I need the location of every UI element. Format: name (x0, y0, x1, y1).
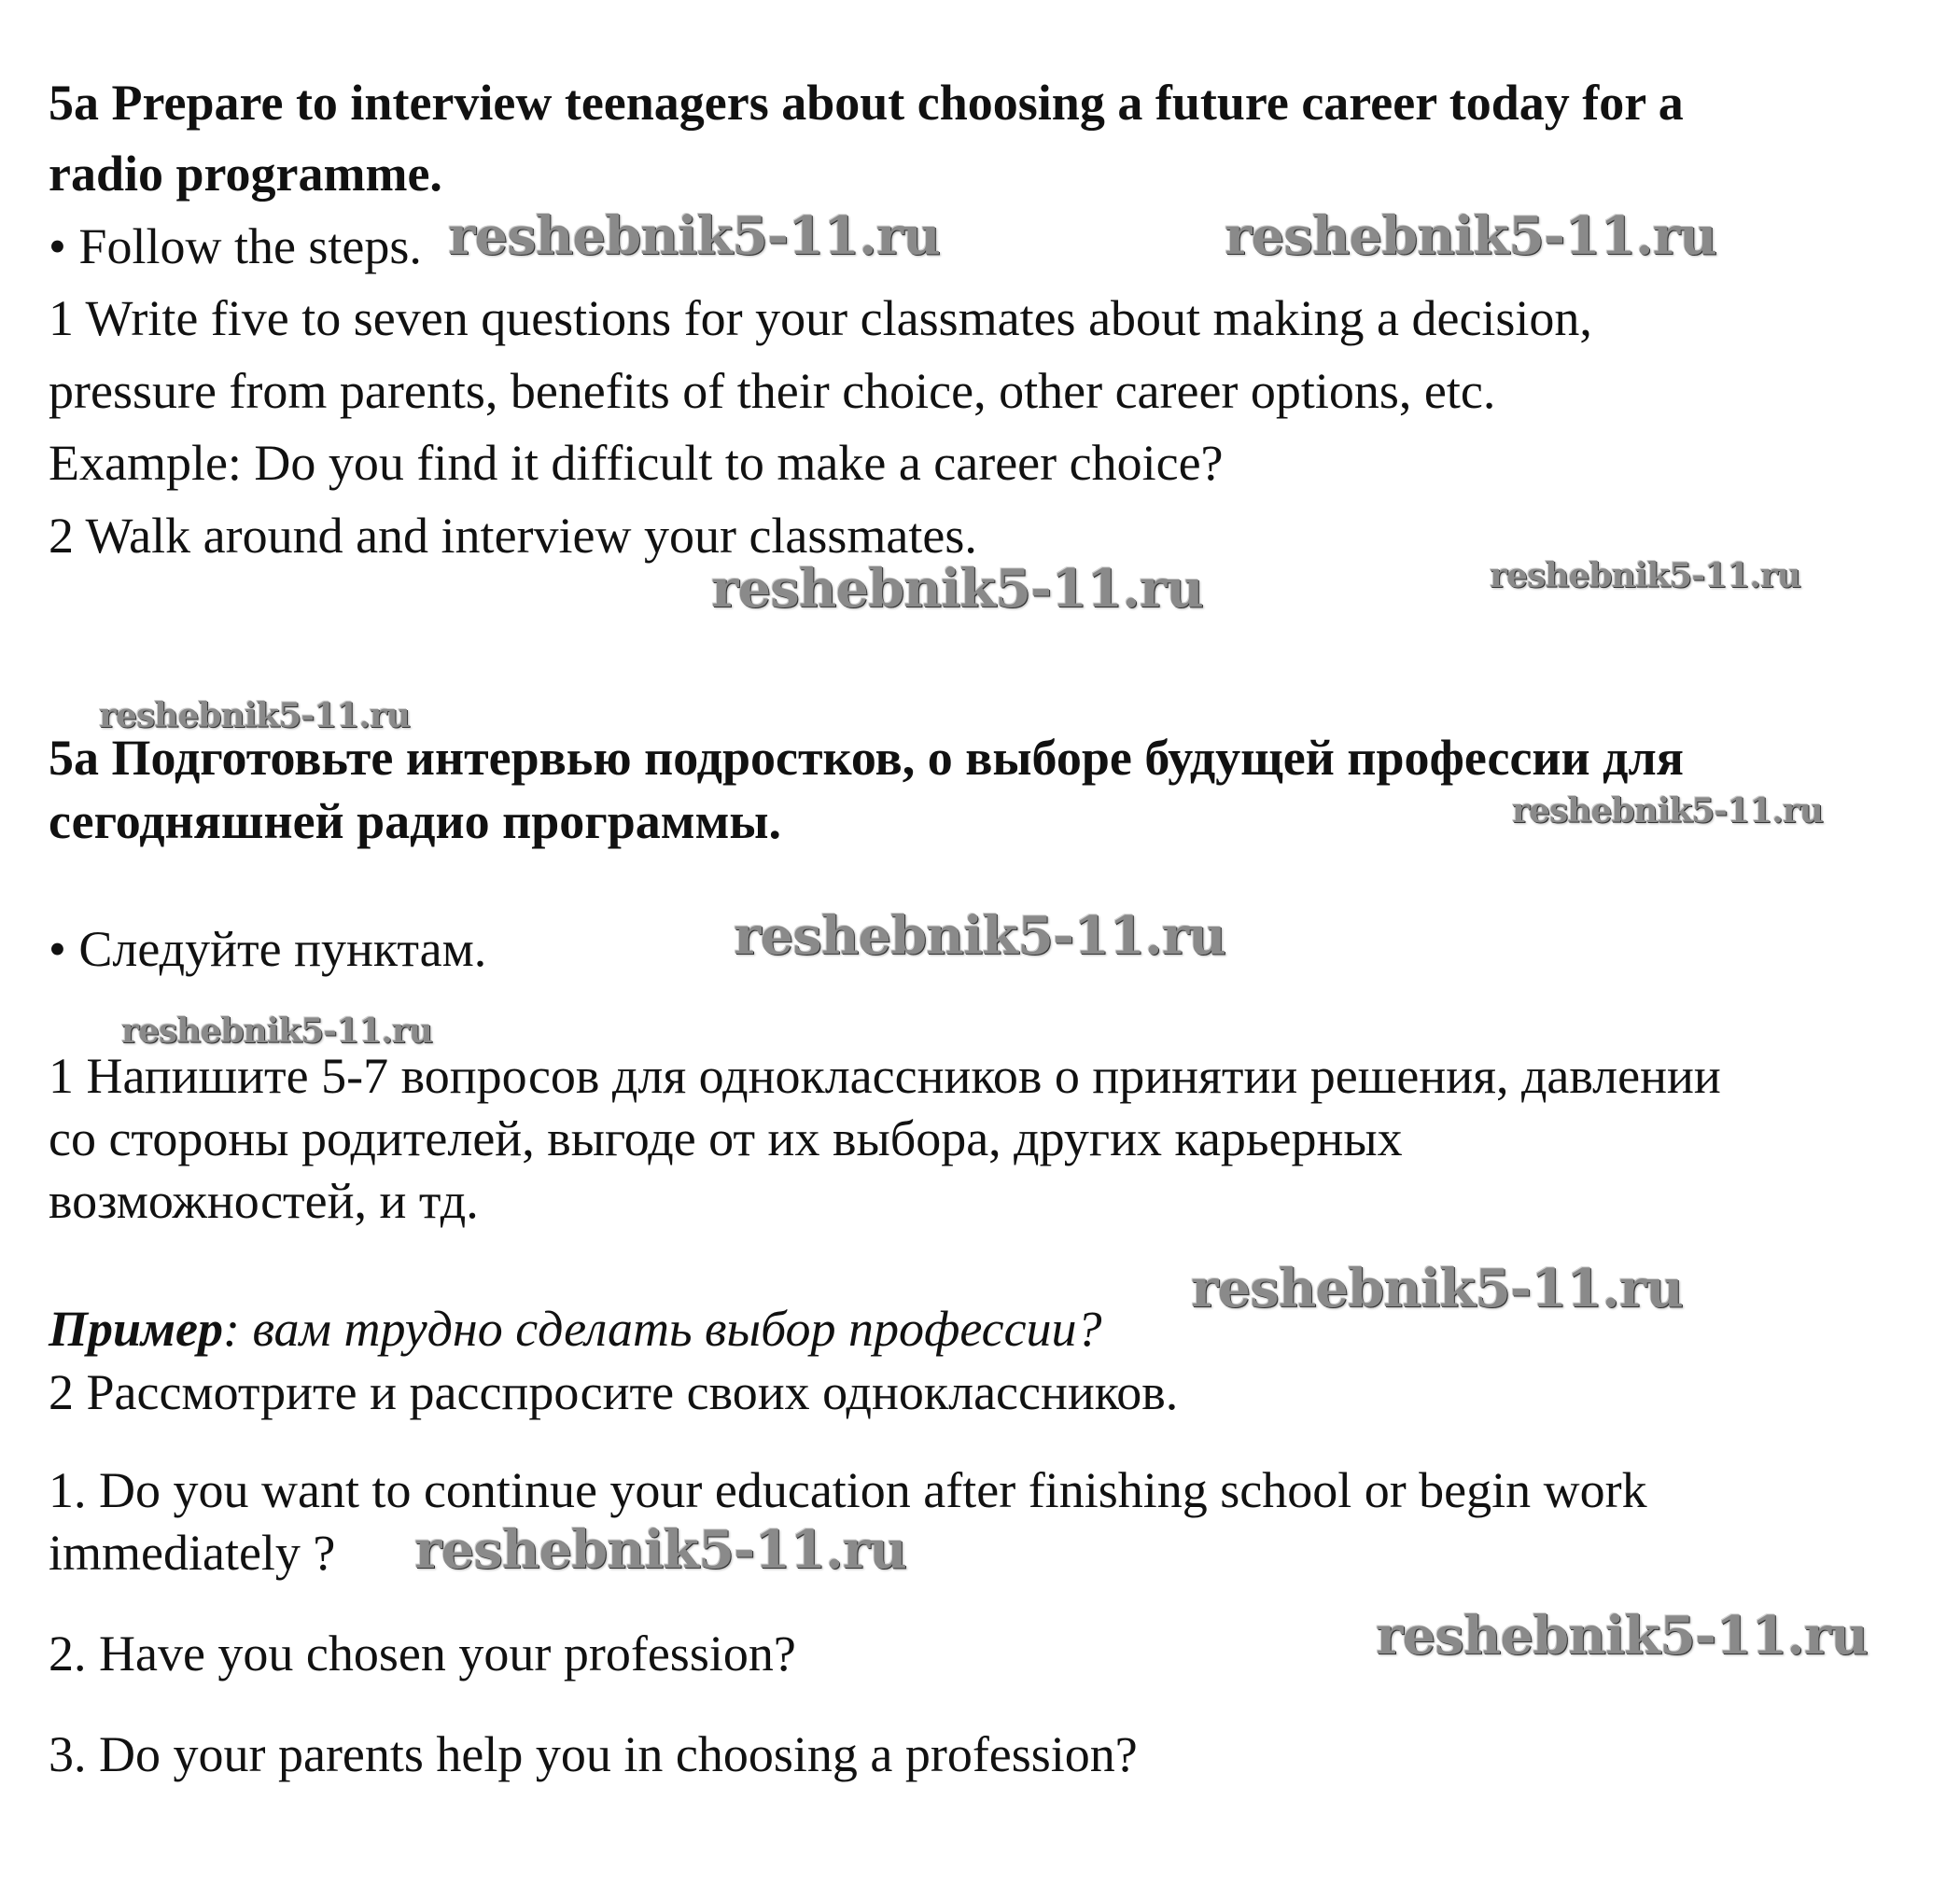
watermark: reshebnik5-11.ru (734, 905, 1225, 967)
english-step2: 2 Walk around and interview your classmates. (49, 508, 977, 564)
english-bullet: • Follow the steps. (49, 218, 422, 274)
english-heading-line-1: 5a Prepare to interview teenagers about choosing a future career today for a (49, 75, 1684, 131)
english-heading-line-2: radio programme. (49, 146, 442, 202)
watermark: reshebnik5-11.ru (448, 205, 940, 267)
watermark: reshebnik5-11.ru (711, 558, 1203, 620)
english-example: Example: Do you find it difficult to make a career choice? (49, 435, 1224, 491)
russian-heading-line-2: сегодняшней радио программы. (49, 793, 782, 849)
answer-2: 2. Have you chosen your profession? (49, 1626, 796, 1682)
english-step1-line-1: 1 Write five to seven questions for your classmates about making a decision, (49, 290, 1592, 346)
answer-1-line-1: 1. Do you want to continue your education after finishing school or begin work (49, 1462, 1647, 1518)
russian-heading-line-1: 5a Подготовьте интервью подростков, о выборе будущей профессии для (49, 730, 1684, 786)
watermark: reshebnik5-11.ru (1376, 1605, 1868, 1667)
russian-example (49, 1299, 1102, 1359)
watermark: reshebnik5-11.ru (99, 696, 410, 735)
russian-step2: 2 Рассмотрите и расспросите своих одноклассников. (49, 1364, 1179, 1420)
russian-step1-line-3: возможностей, и тд. (49, 1173, 479, 1229)
answer-1-line-2: immediately ? (49, 1525, 336, 1581)
watermark: reshebnik5-11.ru (1512, 791, 1823, 830)
watermark: reshebnik5-11.ru (1191, 1258, 1683, 1319)
watermark: reshebnik5-11.ru (414, 1519, 906, 1581)
watermark: reshebnik5-11.ru (1490, 556, 1800, 595)
watermark: reshebnik5-11.ru (1225, 205, 1716, 267)
russian-step1-line-2: со стороны родителей, выгоде от их выбора, других карьерных (49, 1110, 1403, 1166)
watermark: reshebnik5-11.ru (121, 1012, 432, 1051)
russian-bullet: • Следуйте пунктам. (49, 921, 487, 977)
english-step1-line-2: pressure from parents, benefits of their choice, other career options, etc. (49, 363, 1496, 419)
answer-3: 3. Do your parents help you in choosing a profession? (49, 1726, 1138, 1782)
russian-example-text: : вам трудно сделать выбор профессии? (223, 1301, 1102, 1357)
russian-example-label: Пример (49, 1301, 223, 1357)
russian-step1-line-1: 1 Напишите 5-7 вопросов для одноклассников о принятии решения, давлении (49, 1048, 1721, 1104)
